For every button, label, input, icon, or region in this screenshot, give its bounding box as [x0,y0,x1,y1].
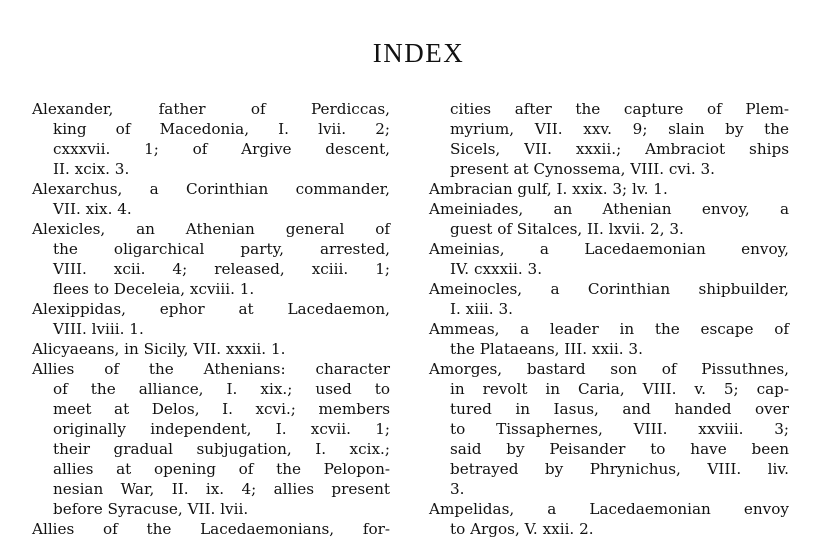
index-entry-line: I. xiii. 3. [450,300,513,318]
index-entry [32,179,390,219]
index-entry [32,339,390,359]
index-entry-line: IV. cxxxii. 3. [450,260,543,278]
index-entry-headword-line: Alexarchus, a Corinthian commander, [32,180,390,198]
index-entry-line: in revolt in Caria, VIII. v. 5; cap- [450,380,789,398]
index-entry-line: before Syracuse, VII. lvii. [53,500,249,518]
index-entry-headword-line: Ambracian gulf, I. xxix. 3; lv. 1. [429,180,668,198]
index-entry [32,299,390,339]
index-entry-headword-line: Ammeas, a leader in the escape of [429,320,789,338]
index-entry-line: nesian War, II. ix. 4; allies present [53,480,390,498]
index-entry-headword-line: Alexicles, an Athenian general of [32,220,390,238]
index-entry [429,319,789,359]
index-entry-line: originally independent, I. xcvii. 1; [53,420,390,438]
index-entry-line: guest of Sitalces, II. lxvii. 2, 3. [450,220,684,238]
index-entry-headword-line: Ampelidas, a Lacedaemonian envoy [429,500,789,518]
index-entry [429,239,789,279]
index-entry-line: flees to Deceleia, xcviii. 1. [53,280,255,298]
index-entry-line: allies at opening of the Pelopon- [53,460,390,478]
index-entry-line: II. xcix. 3. [53,160,130,178]
index-entry-headword-line: Alexander, father of Perdiccas, [32,100,390,118]
index-entry-line: present at Cynossema, VIII. cvi. 3. [450,160,715,178]
index-entry [32,359,390,519]
index-entry-headword-line: Ameinias, a Lacedaemonian envoy, [429,240,789,258]
index-entry-line: VII. xix. 4. [53,200,132,218]
index-entry-line: myrium, VII. xxv. 9; slain by the [450,120,789,138]
index-entry-line: meet at Delos, I. xcvi.; members [53,400,390,418]
index-entry [429,499,789,539]
index-entry-line: VIII. lviii. 1. [53,320,144,338]
index-entry [32,519,390,539]
index-entry-line: of the alliance, I. xix.; used to [53,380,390,398]
index-entry-headword-line: Amorges, bastard son of Pissuthnes, [429,360,789,378]
index-entry-line: to Tissaphernes, VIII. xxviii. 3; [450,420,789,438]
index-entry-line: cxxxvii. 1; of Argive descent, [53,140,390,158]
index-entry-line: their gradual subjugation, I. xcix.; [53,440,390,458]
index-entry [429,199,789,239]
index-entry-line: Sicels, VII. xxxii.; Ambraciot ships [450,140,789,158]
index-entry-line: king of Macedonia, I. lvii. 2; [53,120,390,138]
index-entry-line: VIII. xcii. 4; released, xciii. 1; [53,260,390,278]
index-entry-headword-line: Allies of the Lacedaemonians, for- [32,520,390,538]
index-entry [429,179,789,199]
index-entry-headword-line: Ameinocles, a Corinthian shipbuilder, [429,280,789,298]
index-entry [32,219,390,299]
index-entry [429,359,789,499]
page-title: INDEX [372,38,465,68]
index-entry-line: tured in Iasus, and handed over [450,400,789,418]
index-entry-line: betrayed by Phrynichus, VIII. liv. [450,460,789,478]
index-entry-line: said by Peisander to have been [450,440,789,458]
index-entry-line: 3. [450,480,465,498]
index-entry-headword-line: Alicyaeans, in Sicily, VII. xxxii. 1. [32,340,286,358]
index-entry-line: the Plataeans, III. xxii. 3. [450,340,643,358]
index-entry [429,279,789,319]
index-entry [429,99,789,179]
index-column-left [32,99,390,539]
index-entry-headword-line: Allies of the Athenians: character [32,360,390,378]
index-entry-headword-line: Ameiniades, an Athenian envoy, a [429,200,789,218]
index-column-right [429,99,789,539]
index-entry-line: the oligarchical party, arrested, [53,240,390,258]
index-entry [32,99,390,179]
index-entry-line: to Argos, V. xxii. 2. [450,520,594,538]
index-entry-line: cities after the capture of Plem- [450,100,789,118]
index-entry-headword-line: Alexippidas, ephor at Lacedaemon, [32,300,390,318]
